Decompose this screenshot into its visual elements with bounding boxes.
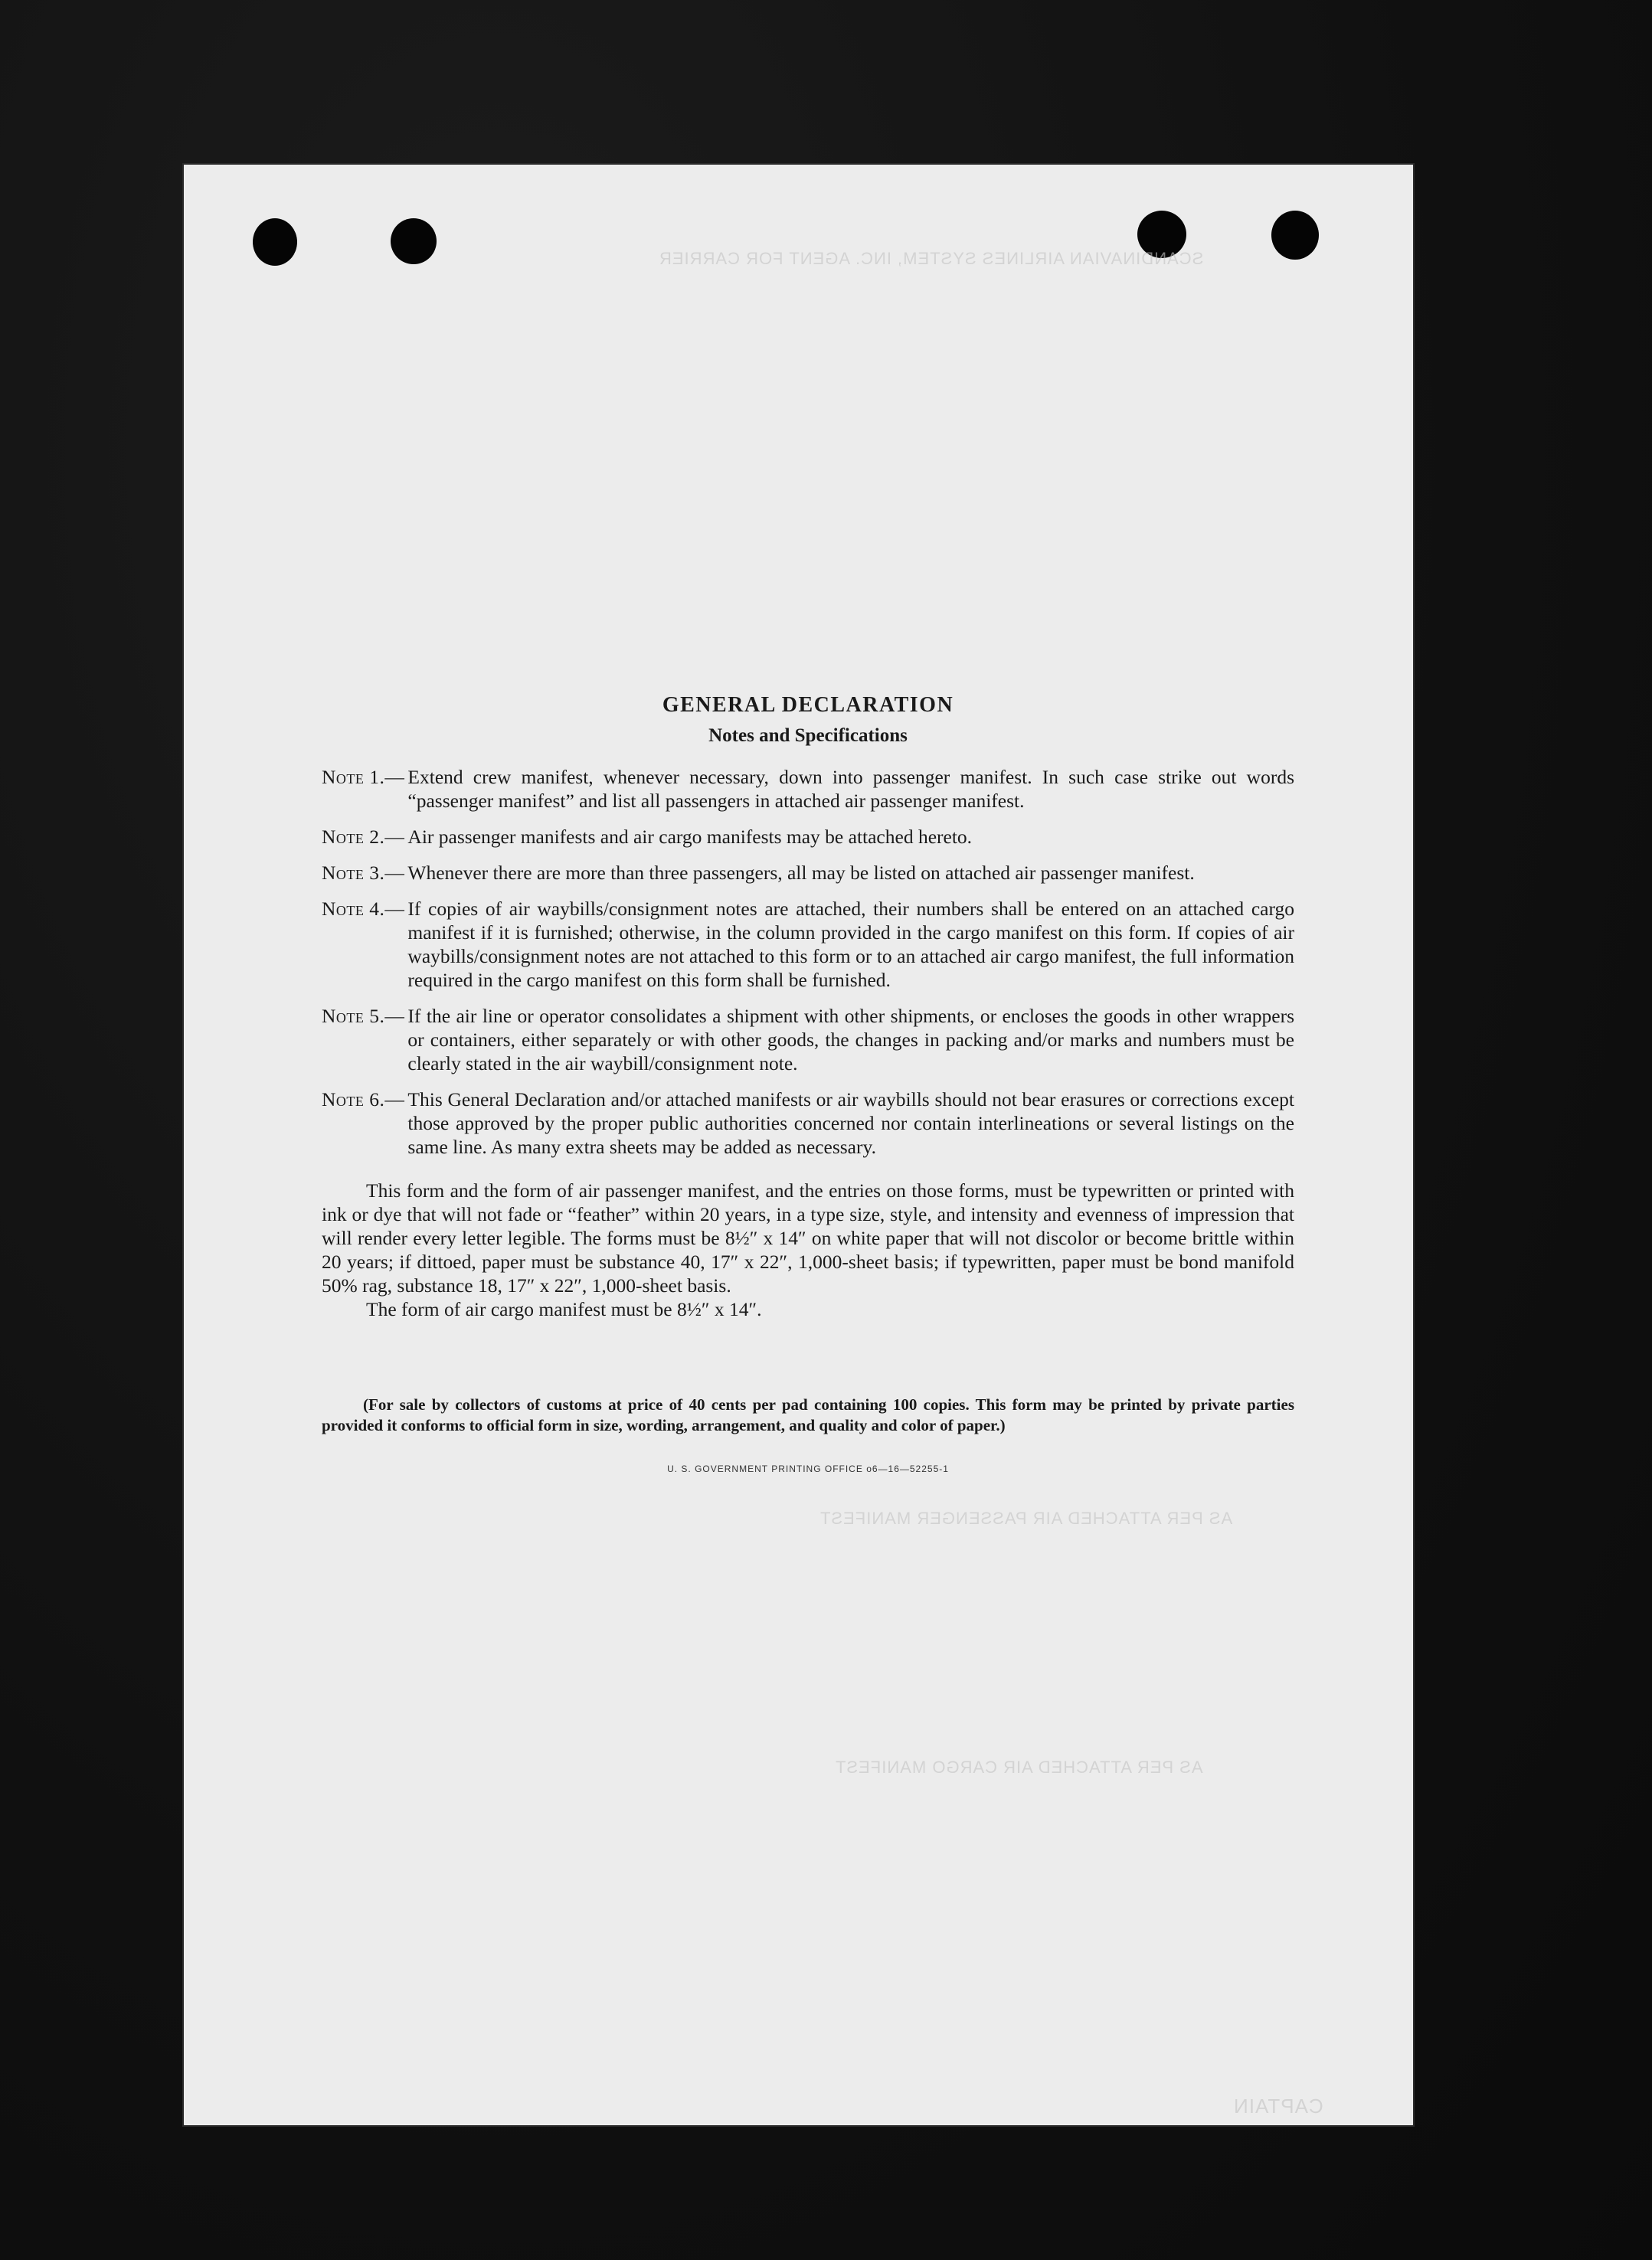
document-subtitle: Notes and Specifications <box>708 725 908 746</box>
note-label: Note 4.— <box>322 898 405 920</box>
punch-hole <box>1271 211 1319 260</box>
note-label: Note 1.— <box>322 766 405 788</box>
note-label: Note 6.— <box>322 1088 405 1110</box>
note-item <box>322 861 1294 885</box>
sale-note: (For sale by collectors of customs at price of 40 cents per pad containing 100 copies. This form may be printed by private parties provided it conforms to official form in size, wording, arrangement, and quality and color of paper.) <box>322 1395 1294 1434</box>
punch-hole <box>391 218 437 264</box>
note-text: If the air line or operator consolidates a shipment with other shipments, or encloses the goods in other wrappers or containers, either separately or with other goods, the changes in packing and/or marks and numbers must be clearly stated in the air waybill/consignment note. <box>407 1005 1294 1074</box>
bleed-through-text: AS PER ATTACHED AIR CARGO MANIFEST <box>835 1758 1203 1777</box>
bleed-through-text: SCANDINAVIAN AIRLINES SYSTEM, INC. AGENT FOR CARRIER <box>659 249 1204 268</box>
requirements-paragraph: This form and the form of air passenger manifest, and the entries on those forms, must be typewritten or printed with ink or dye that will not fade or “feather” within 20 years, in a type size, style, and intensity and evenness of impression that will render every letter legible. The forms must be 8½″ x 14″ on white paper that will not discolor or become brittle within 20 years; if dittoed, paper must be substance 40, 17″ x 22″, 1,000-sheet basis; if typewritten, paper must be bond manifold 50% rag, substance 18, 17″ x 22″, 1,000-sheet basis. <box>322 1179 1294 1297</box>
note-item <box>322 1087 1294 1159</box>
note-text: This General Declaration and/or attached manifests or air waybills should not bear erasures or corrections except those approved by the proper public authorities concerned nor contain interlineations or several listings on the same line. As many extra sheets may be added as necessary. <box>407 1088 1294 1158</box>
punch-hole <box>253 218 297 266</box>
note-label: Note 2.— <box>322 826 405 848</box>
document-page <box>184 165 1413 2125</box>
note-item <box>322 1004 1294 1075</box>
printer-imprint: U. S. GOVERNMENT PRINTING OFFICE o6—16—52255-1 <box>667 1464 949 1474</box>
note-text: Whenever there are more than three passengers, all may be listed on attached air passenger manifest. <box>407 862 1195 884</box>
note-text: If copies of air waybills/consignment notes are attached, their numbers shall be entered on an attached cargo manifest if it is furnished; otherwise, in the column provided in the cargo manifest on this form. If copies of air waybills/consignment notes are not attached to this form or to an attached air cargo manifest, the full information required in the cargo manifest on this form shall be furnished. <box>407 898 1294 991</box>
note-label: Note 3.— <box>322 862 405 884</box>
note-item <box>322 897 1294 992</box>
document-body <box>322 693 1294 1474</box>
bleed-through-text: CAPTAIN <box>1233 2095 1323 2118</box>
note-text: Extend crew manifest, whenever necessary, down into passenger manifest. In such case strike out words “passenger manifest” and list all passengers in attached air passenger manifest. <box>407 766 1294 812</box>
note-label: Note 5.— <box>322 1005 405 1027</box>
note-text: Air passenger manifests and air cargo manifests may be attached hereto. <box>407 826 973 848</box>
note-item <box>322 765 1294 813</box>
bleed-through-text: AS PER ATTACHED AIR PASSENGER MANIFEST <box>819 1509 1233 1528</box>
cargo-manifest-size-paragraph: The form of air cargo manifest must be 8½″ x 14″. <box>366 1298 762 1320</box>
document-title: GENERAL DECLARATION <box>662 693 954 717</box>
note-item <box>322 825 1294 849</box>
